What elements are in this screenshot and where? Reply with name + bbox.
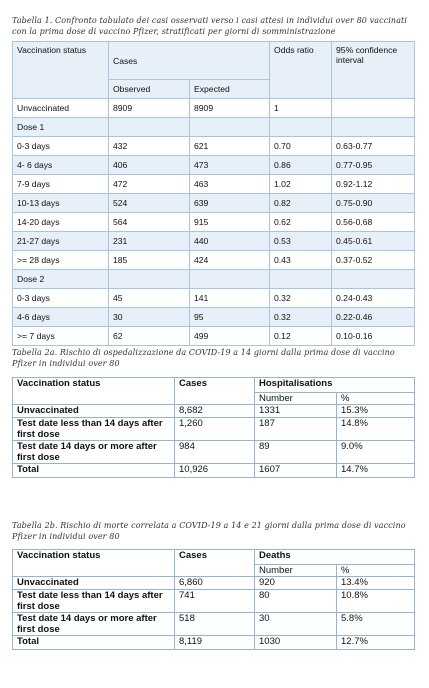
expected-cell: 621 [190, 137, 270, 156]
table1-row [13, 251, 415, 270]
expected-cell: 463 [190, 175, 270, 194]
table1-row [13, 175, 415, 194]
table2a-header-pct: % [337, 393, 415, 405]
table2b-caption-line1: Tabella 2b. Rischio di morte correlata a COVID-19 a 14 e 21 giorni dalla prima dose di vaccino [12, 521, 406, 530]
odds-cell: 0.32 [270, 289, 332, 308]
row-label: Test date 14 days or more after first dose [13, 613, 175, 636]
row-label: Test date less than 14 days after first dose [13, 418, 175, 441]
odds-cell: 0.86 [270, 156, 332, 175]
expected-cell: 8909 [190, 99, 270, 118]
cases-cell: 6,860 [175, 577, 255, 590]
ci-cell: 0.24-0.43 [332, 289, 415, 308]
table2a-subheader-row [13, 393, 415, 405]
table2a-header-row [13, 378, 415, 393]
ci-cell: 0.56-0.68 [332, 213, 415, 232]
observed-cell: 185 [109, 251, 190, 270]
table1-header-status: Vaccination status [13, 42, 109, 99]
row-label: Unvaccinated [13, 577, 175, 590]
observed-cell: 231 [109, 232, 190, 251]
pct-cell: 10.8% [337, 590, 415, 613]
ci-cell: 0.37-0.52 [332, 251, 415, 270]
cases-cell: 518 [175, 613, 255, 636]
ci-cell: 0.10-0.16 [332, 327, 415, 346]
table1-row [13, 289, 415, 308]
row-label: Test date 14 days or more after first dose [13, 441, 175, 464]
expected-cell: 473 [190, 156, 270, 175]
row-label: >= 28 days [13, 251, 109, 270]
cases-cell: 8,119 [175, 636, 255, 650]
observed-cell: 62 [109, 327, 190, 346]
table2a-row [13, 405, 415, 418]
observed-cell: 30 [109, 308, 190, 327]
observed-cell: 8909 [109, 99, 190, 118]
table1-row [13, 232, 415, 251]
table2b-subheader-row [13, 565, 415, 577]
odds-cell: 0.53 [270, 232, 332, 251]
table1-row [13, 213, 415, 232]
table2a-total-row [13, 464, 415, 478]
row-label: >= 7 days [13, 327, 109, 346]
pct-cell: 15.3% [337, 405, 415, 418]
odds-cell: 1 [270, 99, 332, 118]
expected-cell: 639 [190, 194, 270, 213]
cases-cell: 1,260 [175, 418, 255, 441]
expected-cell: 440 [190, 232, 270, 251]
observed-cell: 524 [109, 194, 190, 213]
cases-cell: 741 [175, 590, 255, 613]
table2b-header-group: Deaths [255, 550, 415, 565]
number-cell: 1030 [255, 636, 337, 650]
odds-cell: 0.43 [270, 251, 332, 270]
table2a-row [13, 418, 415, 441]
row-label: 4- 6 days [13, 156, 109, 175]
table1-header-observed: Observed [109, 80, 190, 99]
ci-cell: 0.77-0.95 [332, 156, 415, 175]
table2b-row [13, 590, 415, 613]
table2b-header-status: Vaccination status [13, 550, 175, 565]
table1-row [13, 156, 415, 175]
pct-cell: 5.8% [337, 613, 415, 636]
observed-cell: 432 [109, 137, 190, 156]
table1-header-cases: Cases [109, 42, 270, 80]
odds-cell: 1.02 [270, 175, 332, 194]
cases-cell: 984 [175, 441, 255, 464]
pct-cell: 12.7% [337, 636, 415, 650]
number-cell: 1607 [255, 464, 337, 478]
table1-header-row [13, 42, 415, 80]
table1-row [13, 137, 415, 156]
table2b-header-number: Number [255, 565, 337, 577]
table1-section-row [13, 118, 415, 137]
table2a-caption-line1: Tabella 2a. Rischio di ospedalizzazione da COVID-19 a 14 giorni dalla prima dose di vaccino [12, 348, 395, 357]
odds-cell: 0.82 [270, 194, 332, 213]
observed-cell: 45 [109, 289, 190, 308]
observed-cell: 472 [109, 175, 190, 194]
pct-cell: 14.7% [337, 464, 415, 478]
pct-cell: 14.8% [337, 418, 415, 441]
table1-header-ci: 95% confidence interval [332, 42, 415, 99]
cases-cell: 10,926 [175, 464, 255, 478]
odds-cell: 0.70 [270, 137, 332, 156]
table2b-total-row [13, 636, 415, 650]
table2b-caption [12, 520, 406, 542]
table1-observed-vs-expected [12, 41, 415, 346]
row-label: 14-20 days [13, 213, 109, 232]
expected-cell: 95 [190, 308, 270, 327]
row-label: Total [13, 636, 175, 650]
section-label-dose2: Dose 2 [13, 270, 109, 289]
row-label: 10-13 days [13, 194, 109, 213]
odds-cell: 0.32 [270, 308, 332, 327]
row-label: Unvaccinated [13, 405, 175, 418]
table2a-hospitalisation-risk [12, 377, 415, 478]
table1-caption [12, 15, 407, 37]
ci-cell [332, 99, 415, 118]
cases-cell: 8,682 [175, 405, 255, 418]
ci-cell: 0.22-0.46 [332, 308, 415, 327]
expected-cell: 499 [190, 327, 270, 346]
ci-cell: 0.63-0.77 [332, 137, 415, 156]
pct-cell: 13.4% [337, 577, 415, 590]
table2b-death-risk [12, 549, 415, 650]
row-label: 21-27 days [13, 232, 109, 251]
table2a-caption [12, 347, 395, 369]
table2b-header-cases: Cases [175, 550, 255, 565]
table2a-header-group: Hospitalisations [255, 378, 415, 393]
table2a-caption-line2: Pfizer in individui over 80 [12, 359, 120, 368]
table2a-header-number: Number [255, 393, 337, 405]
row-label: Total [13, 464, 175, 478]
number-cell: 80 [255, 590, 337, 613]
odds-cell: 0.12 [270, 327, 332, 346]
table2b-caption-line2: Pfizer in individui over 80 [12, 532, 120, 541]
expected-cell: 915 [190, 213, 270, 232]
number-cell: 30 [255, 613, 337, 636]
number-cell: 920 [255, 577, 337, 590]
table1-row [13, 194, 415, 213]
table1-caption-line2: con la prima dose di vaccino Pfizer, stratificati per giorni di somministrazione [12, 27, 336, 36]
ci-cell: 0.92-1.12 [332, 175, 415, 194]
row-label: Unvaccinated [13, 99, 109, 118]
table1-header-expected: Expected [190, 80, 270, 99]
section-label-dose1: Dose 1 [13, 118, 109, 137]
row-label: Test date less than 14 days after first dose [13, 590, 175, 613]
table2b-header-pct: % [337, 565, 415, 577]
table2b-row [13, 577, 415, 590]
number-cell: 89 [255, 441, 337, 464]
expected-cell: 141 [190, 289, 270, 308]
table2a-row [13, 441, 415, 464]
table2a-header-cases: Cases [175, 378, 255, 393]
odds-cell: 0.62 [270, 213, 332, 232]
number-cell: 1331 [255, 405, 337, 418]
observed-cell: 406 [109, 156, 190, 175]
row-label: 7-9 days [13, 175, 109, 194]
table1-row [13, 308, 415, 327]
observed-cell: 564 [109, 213, 190, 232]
table2b-header-row [13, 550, 415, 565]
row-label: 4-6 days [13, 308, 109, 327]
ci-cell: 0.75-0.90 [332, 194, 415, 213]
table2b-row [13, 613, 415, 636]
expected-cell: 424 [190, 251, 270, 270]
ci-cell: 0.45-0.61 [332, 232, 415, 251]
table2a-header-status: Vaccination status [13, 378, 175, 393]
table1-section-row [13, 270, 415, 289]
pct-cell: 9.0% [337, 441, 415, 464]
table1-row [13, 327, 415, 346]
row-label: 0-3 days [13, 137, 109, 156]
row-label: 0-3 days [13, 289, 109, 308]
table1-header-odds: Odds ratio [270, 42, 332, 99]
table1-row [13, 99, 415, 118]
number-cell: 187 [255, 418, 337, 441]
table1-caption-line1: Tabella 1. Confronto tabulato dei casi osservati verso i casi attesi in individui over 80 vaccinati [12, 16, 408, 25]
